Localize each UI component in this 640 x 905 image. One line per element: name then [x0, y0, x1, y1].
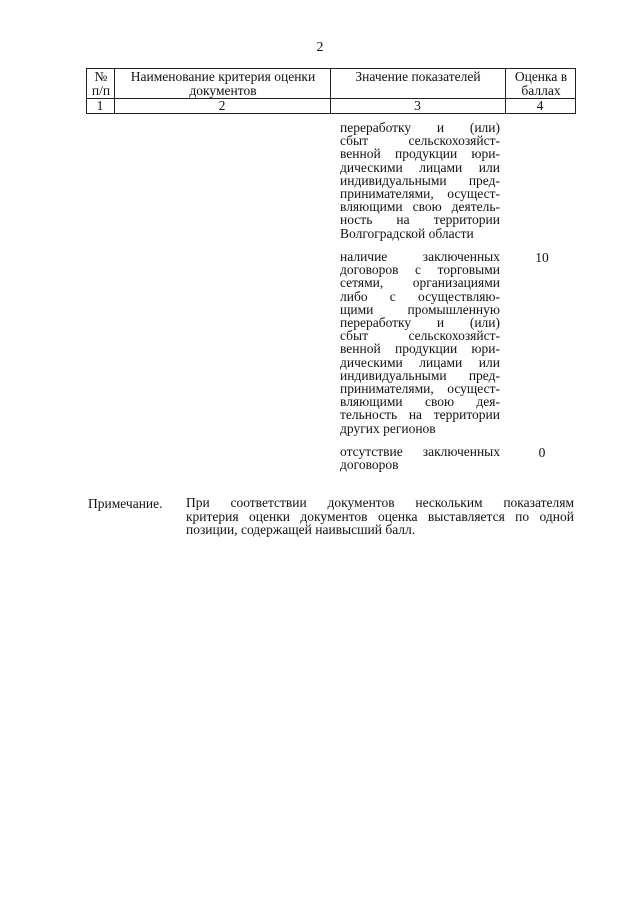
value-line: наличие заключенных — [340, 249, 500, 264]
value-line: переработку и (или) — [340, 315, 500, 331]
value-line: сбыт сельскохозяйст- — [340, 133, 500, 149]
value-line: договоров с торговыми — [340, 262, 500, 278]
table-row — [340, 250, 500, 435]
table-row — [340, 121, 500, 240]
value-line: тельность на территории — [340, 407, 500, 423]
header-criterion: Наименование критерия оценки документов — [130, 69, 316, 98]
value-line: индивидуальными пред- — [340, 367, 500, 383]
value-line: других регионов — [340, 420, 436, 436]
value-line: Волгоградской области — [340, 225, 474, 241]
value-line: щими промышленную — [340, 301, 500, 317]
value-line: венной продукции юри- — [340, 341, 500, 357]
value-line: отсутствие заключенных — [340, 444, 500, 459]
value-line: принимателями, осущест- — [340, 186, 500, 202]
value-line: ность на территории — [340, 212, 500, 228]
note-text — [186, 496, 574, 537]
value-line: договоров — [340, 457, 399, 473]
col-numbers-bottom-border — [86, 113, 576, 114]
score-value: 10 — [535, 250, 549, 265]
value-line: принимателями, осущест- — [340, 381, 500, 397]
value-line: вляющими свою деятель- — [340, 199, 500, 215]
value-line: сбыт сельскохозяйст- — [340, 328, 500, 344]
header-values: Значение показателей — [355, 69, 481, 84]
col-number-4: 4 — [536, 98, 544, 113]
value-line: переработку и (или) — [340, 120, 500, 135]
value-line: венной продукции юри- — [340, 146, 500, 162]
score-value: 0 — [538, 445, 546, 460]
table-right-border — [575, 68, 576, 114]
table-row — [340, 445, 500, 471]
note-line: При соответствии документов нескольким показателям — [186, 495, 574, 510]
page-number: 2 — [316, 40, 324, 55]
value-line: сетями, организациями — [340, 275, 500, 291]
col-number-1: 1 — [96, 98, 104, 113]
note-line: позиции, содержащей наивысший балл. — [186, 522, 416, 537]
col-number-3: 3 — [414, 98, 421, 113]
note-line: критерия оценки документов оценка выставляется по одной — [186, 508, 574, 524]
note-label: Примечание. — [88, 496, 163, 511]
col-number-2: 2 — [218, 98, 226, 113]
header-score: Оценка в баллах — [514, 69, 568, 98]
value-line: дическими лицами или — [340, 354, 500, 370]
header-num: № п/п — [91, 69, 111, 98]
value-line: вляющими свою дея- — [340, 394, 500, 410]
value-line: индивидуальными пред- — [340, 172, 500, 188]
value-line: либо с осуществляю- — [340, 288, 500, 304]
value-line: дическими лицами или — [340, 159, 500, 175]
